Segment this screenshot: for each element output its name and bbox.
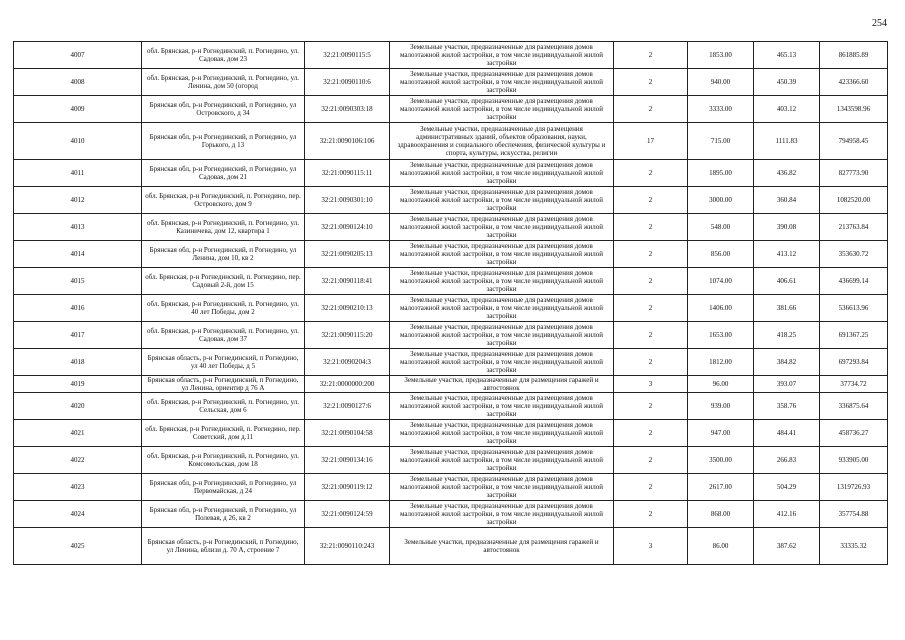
specific-value-cell: 381.66 bbox=[754, 295, 820, 322]
land-use-cell: Земельные участки, предназначенные для размещения домов малоэтажной жилой застройки, в том числе индивидуальной жилой застройки bbox=[390, 42, 614, 69]
cadastral-value-cell: 336875.64 bbox=[820, 393, 888, 420]
row-number: 4011 bbox=[14, 160, 142, 187]
cadastral-number-cell: 32:21:0090303:18 bbox=[305, 96, 390, 123]
land-use-cell: Земельные участки, предназначенные для размещения домов малоэтажной жилой застройки, в том числе индивидуальной жилой застройки bbox=[390, 349, 614, 376]
cadastral-value-cell: 436699.14 bbox=[820, 268, 888, 295]
area-cell: 1895.00 bbox=[688, 160, 754, 187]
area-cell: 86.00 bbox=[688, 528, 754, 565]
table-row bbox=[14, 160, 888, 187]
area-cell: 947.00 bbox=[688, 420, 754, 447]
specific-value-cell: 465.13 bbox=[754, 42, 820, 69]
cadastral-value-cell: 353630.72 bbox=[820, 241, 888, 268]
area-cell: 939.00 bbox=[688, 393, 754, 420]
area-cell: 940.00 bbox=[688, 69, 754, 96]
specific-value-cell: 413.12 bbox=[754, 241, 820, 268]
cadastral-number-cell: 32:21:0090210:13 bbox=[305, 295, 390, 322]
row-number: 4007 bbox=[14, 42, 142, 69]
area-cell: 1406.00 bbox=[688, 295, 754, 322]
cadastral-value-cell: 691367.25 bbox=[820, 322, 888, 349]
row-number: 4009 bbox=[14, 96, 142, 123]
address-cell: Брянская область, р-н Рогнединский, п Рогнедино, ул Ленина, вблизи д. 70 А, строение 7 bbox=[142, 528, 305, 565]
cadastral-number-cell: 32:21:0090205:13 bbox=[305, 241, 390, 268]
address-cell: обл. Брянская, р-н Рогнединский, п. Рогнедино, ул. Казиничева, дом 12, квартира 1 bbox=[142, 214, 305, 241]
area-cell: 548.00 bbox=[688, 214, 754, 241]
address-cell: обл. Брянская, р-н Рогнединский, п. Рогнедино, пер. Советский, дом д.11 bbox=[142, 420, 305, 447]
specific-value-cell: 403.12 bbox=[754, 96, 820, 123]
land-use-cell: Земельные участки, предназначенные для размещения административных зданий, объектов образования, науки, здравоохранения и социального обеспечения, физической культуры и спорта, культуры, искусства, религии bbox=[390, 123, 614, 160]
address-cell: обл. Брянская, р-н Рогнединский, п. Рогнедино, ул. Ленина, дом 50 (огород bbox=[142, 69, 305, 96]
group-code-cell: 2 bbox=[614, 268, 688, 295]
row-number: 4016 bbox=[14, 295, 142, 322]
cadastral-number-cell: 32:21:0090119:12 bbox=[305, 474, 390, 501]
page-number: 254 bbox=[872, 18, 887, 29]
table-row bbox=[14, 501, 888, 528]
land-use-cell: Земельные участки, предназначенные для размещения домов малоэтажной жилой застройки, в том числе индивидуальной жилой застройки bbox=[390, 393, 614, 420]
land-use-cell: Земельные участки, предназначенные для размещения домов малоэтажной жилой застройки, в том числе индивидуальной жилой застройки bbox=[390, 420, 614, 447]
cadastral-value-cell: 423366.60 bbox=[820, 69, 888, 96]
group-code-cell: 2 bbox=[614, 349, 688, 376]
specific-value-cell: 266.83 bbox=[754, 447, 820, 474]
group-code-cell: 2 bbox=[614, 474, 688, 501]
row-number: 4020 bbox=[14, 393, 142, 420]
group-code-cell: 17 bbox=[614, 123, 688, 160]
area-cell: 3333.00 bbox=[688, 96, 754, 123]
cadastral-value-cell: 827773.90 bbox=[820, 160, 888, 187]
land-use-cell: Земельные участки, предназначенные для размещения домов малоэтажной жилой застройки, в том числе индивидуальной жилой застройки bbox=[390, 241, 614, 268]
address-cell: обл. Брянская, р-н Рогнединский, п. Рогнедино, пер. Островского, дом 9 bbox=[142, 187, 305, 214]
cadastral-number-cell: 32:21:0090127:6 bbox=[305, 393, 390, 420]
cadastral-number-cell: 32:21:0090118:41 bbox=[305, 268, 390, 295]
area-cell: 856.00 bbox=[688, 241, 754, 268]
area-cell: 1853.00 bbox=[688, 42, 754, 69]
group-code-cell: 2 bbox=[614, 214, 688, 241]
address-cell: Брянская обл, р-н Рогнединский, п Рогнедино, ул Островского, д 34 bbox=[142, 96, 305, 123]
row-number: 4008 bbox=[14, 69, 142, 96]
area-cell: 1074.00 bbox=[688, 268, 754, 295]
cadastral-number-cell: 32:21:0090110:243 bbox=[305, 528, 390, 565]
row-number: 4015 bbox=[14, 268, 142, 295]
table-row bbox=[14, 528, 888, 565]
specific-value-cell: 358.76 bbox=[754, 393, 820, 420]
row-number: 4014 bbox=[14, 241, 142, 268]
row-number: 4019 bbox=[14, 376, 142, 393]
cadastral-value-cell: 536613.96 bbox=[820, 295, 888, 322]
land-use-cell: Земельные участки, предназначенные для размещения домов малоэтажной жилой застройки, в том числе индивидуальной жилой застройки bbox=[390, 322, 614, 349]
row-number: 4024 bbox=[14, 501, 142, 528]
group-code-cell: 2 bbox=[614, 447, 688, 474]
cadastral-value-cell: 1343598.96 bbox=[820, 96, 888, 123]
table-row bbox=[14, 268, 888, 295]
table-row bbox=[14, 123, 888, 160]
specific-value-cell: 436.82 bbox=[754, 160, 820, 187]
cadastral-number-cell: 32:21:0090134:16 bbox=[305, 447, 390, 474]
table-row bbox=[14, 393, 888, 420]
cadastral-value-cell: 861885.89 bbox=[820, 42, 888, 69]
cadastral-number-cell: 32:21:0000000:200 bbox=[305, 376, 390, 393]
group-code-cell: 2 bbox=[614, 393, 688, 420]
address-cell: обл. Брянская, р-н Рогнединский, п. Рогнедино, ул. Садовая, дом 37 bbox=[142, 322, 305, 349]
specific-value-cell: 418.25 bbox=[754, 322, 820, 349]
cadastral-number-cell: 32:21:0090110:6 bbox=[305, 69, 390, 96]
row-number: 4013 bbox=[14, 214, 142, 241]
row-number: 4025 bbox=[14, 528, 142, 565]
address-cell: Брянская обл, р-н Рогнединский, п Рогнедино, ул Садовая, дом 21 bbox=[142, 160, 305, 187]
address-cell: Брянская обл, р-н Рогнединский, п Рогнедино, ул Горького, д 13 bbox=[142, 123, 305, 160]
cadastral-number-cell: 32:21:0090204:3 bbox=[305, 349, 390, 376]
group-code-cell: 2 bbox=[614, 160, 688, 187]
area-cell: 2617.00 bbox=[688, 474, 754, 501]
row-number: 4022 bbox=[14, 447, 142, 474]
cadastral-number-cell: 32:21:0090104:58 bbox=[305, 420, 390, 447]
specific-value-cell: 412.16 bbox=[754, 501, 820, 528]
cadastral-value-cell: 1082520.00 bbox=[820, 187, 888, 214]
cadastral-number-cell: 32:21:0090115:5 bbox=[305, 42, 390, 69]
group-code-cell: 3 bbox=[614, 528, 688, 565]
cadastral-value-cell: 213763.84 bbox=[820, 214, 888, 241]
address-cell: Брянская обл, р-н Рогнединский, п Рогнедино, ул Полевая, д 26, кв 2 bbox=[142, 501, 305, 528]
land-use-cell: Земельные участки, предназначенные для размещения домов малоэтажной жилой застройки, в том числе индивидуальной жилой застройки bbox=[390, 295, 614, 322]
row-number: 4021 bbox=[14, 420, 142, 447]
land-use-cell: Земельные участки, предназначенные для размещения домов малоэтажной жилой застройки, в том числе индивидуальной жилой застройки bbox=[390, 187, 614, 214]
group-code-cell: 3 bbox=[614, 376, 688, 393]
group-code-cell: 2 bbox=[614, 69, 688, 96]
address-cell: обл. Брянская, р-н Рогнединский, п. Рогнедино, ул. Садовая, дом 23 bbox=[142, 42, 305, 69]
area-cell: 1653.00 bbox=[688, 322, 754, 349]
table-row bbox=[14, 322, 888, 349]
group-code-cell: 2 bbox=[614, 96, 688, 123]
specific-value-cell: 393.07 bbox=[754, 376, 820, 393]
land-use-cell: Земельные участки, предназначенные для размещения домов малоэтажной жилой застройки, в том числе индивидуальной жилой застройки bbox=[390, 69, 614, 96]
address-cell: обл. Брянская, р-н Рогнединский, п. Рогнедино, ул. Комсомольская, дом 18 bbox=[142, 447, 305, 474]
address-cell: Брянская область, р-н Рогнединский, п Рогнедино, ул Ленина, ориентир д 76 А bbox=[142, 376, 305, 393]
table-row bbox=[14, 349, 888, 376]
area-cell: 96.00 bbox=[688, 376, 754, 393]
land-use-cell: Земельные участки, предназначенные для размещения гаражей и автостоянок bbox=[390, 528, 614, 565]
cadastral-value-cell: 37734.72 bbox=[820, 376, 888, 393]
row-number: 4010 bbox=[14, 123, 142, 160]
table-row bbox=[14, 376, 888, 393]
address-cell: Брянская область, р-н Рогнединский, п Рогнедино, ул 40 лет Победы, д 5 bbox=[142, 349, 305, 376]
table-row bbox=[14, 295, 888, 322]
table-body bbox=[14, 42, 888, 565]
cadastral-value-cell: 357754.88 bbox=[820, 501, 888, 528]
cadastral-value-cell: 794958.45 bbox=[820, 123, 888, 160]
cadastral-number-cell: 32:21:0090124:59 bbox=[305, 501, 390, 528]
cadastral-value-cell: 697293.84 bbox=[820, 349, 888, 376]
address-cell: обл. Брянская, р-н Рогнединский, п. Рогнедино, ул. Сельская, дом 6 bbox=[142, 393, 305, 420]
specific-value-cell: 504.29 bbox=[754, 474, 820, 501]
group-code-cell: 2 bbox=[614, 241, 688, 268]
cadastral-number-cell: 32:21:0090106:106 bbox=[305, 123, 390, 160]
table-row bbox=[14, 214, 888, 241]
specific-value-cell: 390.08 bbox=[754, 214, 820, 241]
cadastral-number-cell: 32:21:0090115:20 bbox=[305, 322, 390, 349]
address-cell: обл. Брянская, р-н Рогнединский, п. Рогнедино, пер. Садовый 2-й, дом 15 bbox=[142, 268, 305, 295]
address-cell: Брянская обл, р-н Рогнединский, п Рогнедино, ул Первомайская, д 24 bbox=[142, 474, 305, 501]
cadastral-number-cell: 32:21:0090115:11 bbox=[305, 160, 390, 187]
table-row bbox=[14, 42, 888, 69]
table-row bbox=[14, 447, 888, 474]
land-use-cell: Земельные участки, предназначенные для размещения домов малоэтажной жилой застройки, в том числе индивидуальной жилой застройки bbox=[390, 96, 614, 123]
row-number: 4018 bbox=[14, 349, 142, 376]
cadastral-number-cell: 32:21:0090301:10 bbox=[305, 187, 390, 214]
area-cell: 3000.00 bbox=[688, 187, 754, 214]
group-code-cell: 2 bbox=[614, 501, 688, 528]
land-use-cell: Земельные участки, предназначенные для размещения домов малоэтажной жилой застройки, в том числе индивидуальной жилой застройки bbox=[390, 268, 614, 295]
table-row bbox=[14, 96, 888, 123]
area-cell: 715.00 bbox=[688, 123, 754, 160]
address-cell: обл. Брянская, р-н Рогнединский, п. Рогнедино, ул. 40 лет Победы, дом 2 bbox=[142, 295, 305, 322]
specific-value-cell: 384.82 bbox=[754, 349, 820, 376]
specific-value-cell: 450.39 bbox=[754, 69, 820, 96]
table-row bbox=[14, 69, 888, 96]
land-use-cell: Земельные участки, предназначенные для размещения домов малоэтажной жилой застройки, в том числе индивидуальной жилой застройки bbox=[390, 501, 614, 528]
land-use-cell: Земельные участки, предназначенные для размещения гаражей и автостоянок bbox=[390, 376, 614, 393]
land-use-cell: Земельные участки, предназначенные для размещения домов малоэтажной жилой застройки, в том числе индивидуальной жилой застройки bbox=[390, 447, 614, 474]
group-code-cell: 2 bbox=[614, 187, 688, 214]
land-registry-table bbox=[13, 41, 888, 565]
cadastral-value-cell: 1319726.93 bbox=[820, 474, 888, 501]
specific-value-cell: 406.61 bbox=[754, 268, 820, 295]
specific-value-cell: 387.62 bbox=[754, 528, 820, 565]
table-row bbox=[14, 474, 888, 501]
group-code-cell: 2 bbox=[614, 42, 688, 69]
land-use-cell: Земельные участки, предназначенные для размещения домов малоэтажной жилой застройки, в том числе индивидуальной жилой застройки bbox=[390, 160, 614, 187]
group-code-cell: 2 bbox=[614, 420, 688, 447]
area-cell: 1812.00 bbox=[688, 349, 754, 376]
table-row bbox=[14, 241, 888, 268]
specific-value-cell: 484.41 bbox=[754, 420, 820, 447]
cadastral-value-cell: 933905.00 bbox=[820, 447, 888, 474]
land-use-cell: Земельные участки, предназначенные для размещения домов малоэтажной жилой застройки, в том числе индивидуальной жилой застройки bbox=[390, 474, 614, 501]
area-cell: 3500.00 bbox=[688, 447, 754, 474]
row-number: 4017 bbox=[14, 322, 142, 349]
cadastral-number-cell: 32:21:0090124:10 bbox=[305, 214, 390, 241]
group-code-cell: 2 bbox=[614, 295, 688, 322]
group-code-cell: 2 bbox=[614, 322, 688, 349]
cadastral-value-cell: 458736.27 bbox=[820, 420, 888, 447]
row-number: 4012 bbox=[14, 187, 142, 214]
table-row bbox=[14, 187, 888, 214]
address-cell: Брянская обл, р-н Рогнединский, п Рогнедино, ул Ленина, дом 10, кв 2 bbox=[142, 241, 305, 268]
row-number: 4023 bbox=[14, 474, 142, 501]
table-row bbox=[14, 420, 888, 447]
specific-value-cell: 1111.83 bbox=[754, 123, 820, 160]
cadastral-value-cell: 33335.32 bbox=[820, 528, 888, 565]
area-cell: 868.00 bbox=[688, 501, 754, 528]
land-use-cell: Земельные участки, предназначенные для размещения домов малоэтажной жилой застройки, в том числе индивидуальной жилой застройки bbox=[390, 214, 614, 241]
specific-value-cell: 360.84 bbox=[754, 187, 820, 214]
